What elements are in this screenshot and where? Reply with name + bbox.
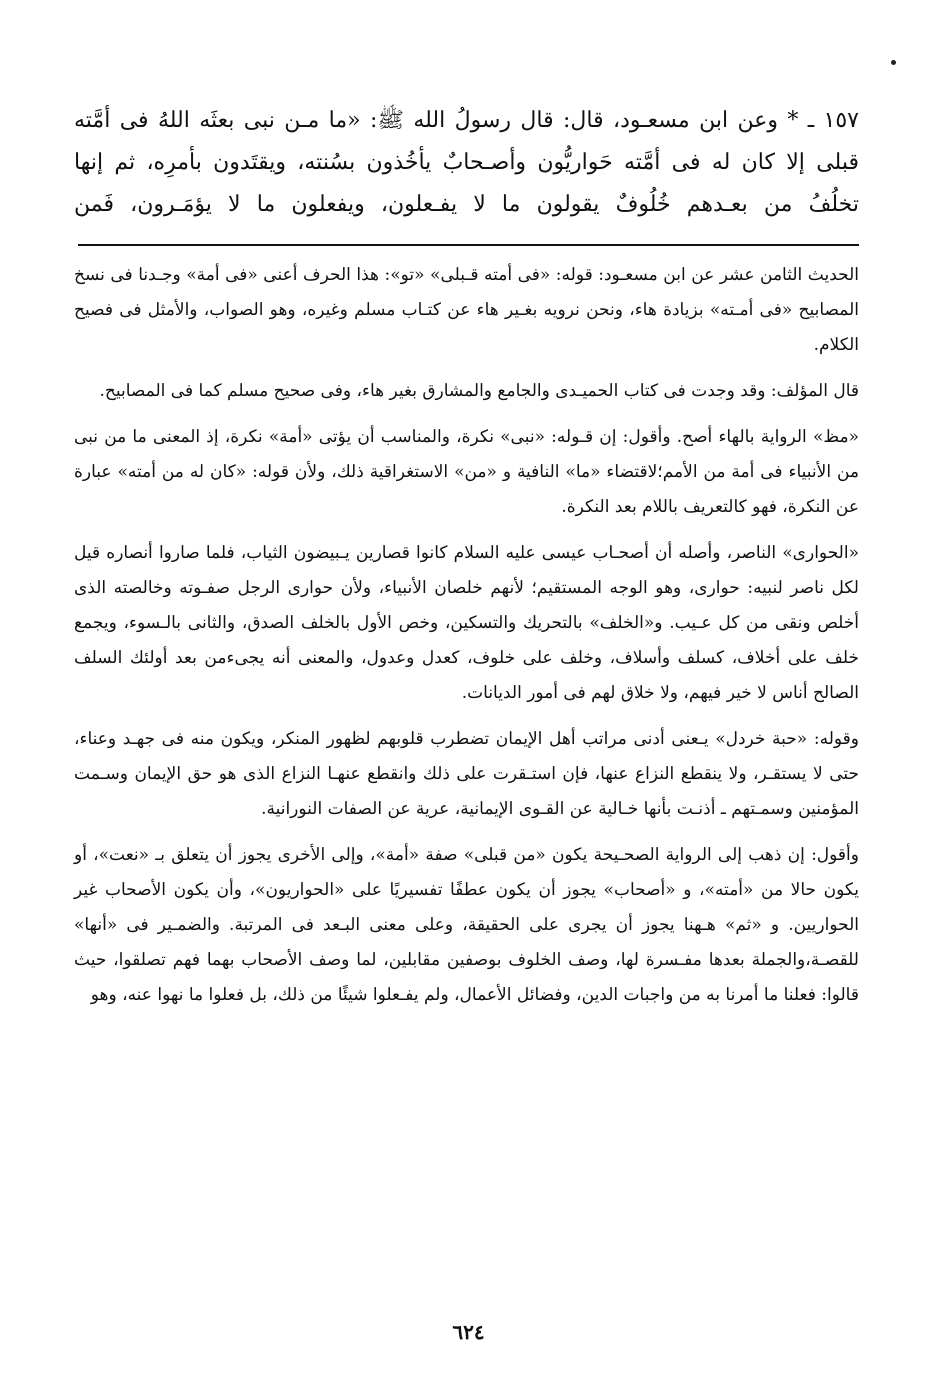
commentary-paragraph-5: وقوله: «حبة خردل» يـعنى أدنى مراتب أهل الإيمان تضطرب قلوبهم لظهور المنكر، ويكون منه فى جهـد وعناء، حتى لا يستقـر، ولا ينقطع النزاع عنها، فإن استـقرت على ذلك وانقطع عنهـا النزاع الذى هو حق الإيمان وسـمت المؤمنين وسمـتهم ـ أذنـت بأنها خـالية عن القـوى الإيمانية، عرية عن الصفات النورانية. xyxy=(74,729,859,819)
commentary-paragraph-6: وأقول: إن ذهب إلى الرواية الصحـيحة يكون «من قبلى» صفة «أمة»، وإلى الأخرى يجوز أن يتعلق بـ «نعت»، أو يكون حالا من «أمته»، و «أصحاب» يجوز أن يكون عطفًا تفسيريًا على «الحواريون»، وأن يكون الأصحاب غير الحواريين. و «ثم» هـهنا يجوز أن يجرى على الحقيقة، وعلى معنى البـعد فى المرتبة. والضمـير فى «أنها» للقصـة،والجملة بعدها مفـسرة لها، وصف الخلوف بوصفين مقابلين، لما وصف الأصحاب بهما فهم تصلقوا، حيث قالوا: فعلنا ما أمرنا به من واجبات الدين، وفضائل الأعمال، ولم يفـعلوا شيئًا من ذلك، بل فعلوا ما نهوا عنه، وهو xyxy=(74,845,859,1005)
commentary-paragraph-3: «مظ» الرواية بالهاء أصح. وأقول: إن قـوله: «نبى» نكرة، والمناسب أن يؤتى «أمة» نكرة، إذ المعنى ما من نبى من الأنبياء فى أمة من الأمم؛لاقتضاء «ما» النافية و «من» الاستغراقية ذلك، ولأن قوله: «كان له من أمته» عبارة عن النكرة، فهو كالتعريف باللام بعد النكرة. xyxy=(74,427,860,517)
hadith-paragraph: ١٥٧ ـ * وعن ابن مسعـود، قال: قال رسولُ الله ﷺ: «ما مـن نبى بعثَه اللهُ فى أمَّته قبلى إلا كان له فى أمَّته حَواريُّون وأصـحابٌ يأخُذون بسُنته، ويقتَدون بأمرِه، ثم إنها تخلُفُ من بعـدهم خُلُوفٌ يقولون ما لا يفـعلون، ويفعلون ما لا يؤمَـرون، فَمن xyxy=(74,108,860,217)
commentary-block xyxy=(74,258,859,1024)
commentary-paragraph-1: الحديث الثامن عشر عن ابن مسعـود: قوله: «فى أمته قـبلى» «تو»: هذا الحرف أعنى «فى أمة» وجـدنا فى نسخ المصابيح «فى أمـته» بزيادة هاء، ونحن نرويه بغـير هاء عن كتـاب مسلم وغيره، وهو الصواب، والأمثل فى فصيح الكلام. xyxy=(74,265,859,355)
commentary-paragraph-4: «الحوارى» الناصر، وأصله أن أصحـاب عيسى عليه السلام كانوا قصارين يـبيضون الثياب، فلما صاروا أنصاره قيل لكل ناصر لنبيه: حوارى، وهو الوجه المستقيم؛ لأنهم خلصان الأنبياء، ولأن حوارى الرجل صفـوته وخالصته الذى أخلص ونقى من كل عـيب. و«الخلف» بالتحريك والتسكين، وخص الأول بالخلف الصدق، والثانى بالـسوء، ويجمع خلف على أخلاف، كسلف وأسلاف، وخلف على خلوف، كعدل وعدول، والمعنى أنه يجىءمن بعد أولئك السلف الصالح أناس لا خير فيهم، ولا خلاق لهم فى أمور الديانات. xyxy=(74,543,859,703)
hadith-text-block xyxy=(74,100,859,226)
commentary-paragraph-2: قال المؤلف: وقد وجدت فى كتاب الحميـدى والجامع والمشارق بغير هاء، وفى صحيح مسلم كما فى المصابيح. xyxy=(99,381,859,401)
corner-dot xyxy=(891,60,896,65)
section-divider xyxy=(78,244,859,246)
page-number: ٦٢٤ xyxy=(452,1320,485,1344)
